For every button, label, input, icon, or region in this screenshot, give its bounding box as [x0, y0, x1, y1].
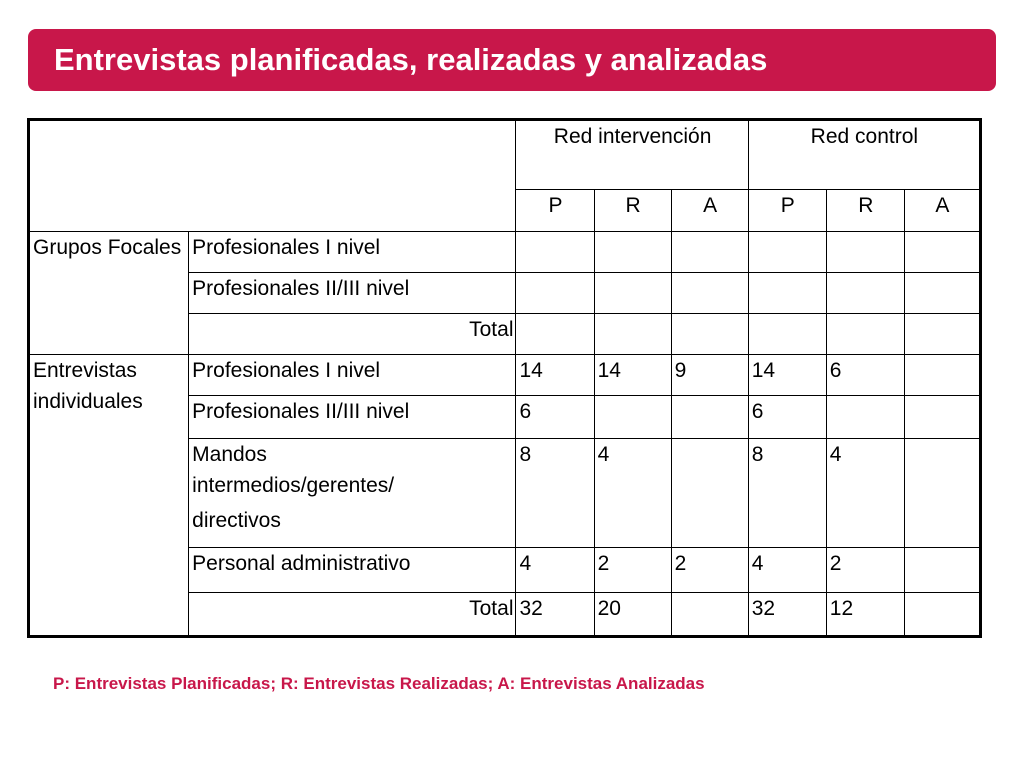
page-title: Entrevistas planificadas, realizadas y analizadas [54, 42, 768, 77]
value-cell [904, 273, 980, 314]
value-cell: 4 [516, 548, 594, 593]
value-cell [671, 593, 748, 637]
value-cell [904, 593, 980, 637]
value-cell [594, 232, 671, 273]
row-label-total: Total [189, 593, 516, 637]
legend-footnote: P: Entrevistas Planificadas; R: Entrevistas Realizadas; A: Entrevistas Analizadas [53, 674, 705, 693]
row-label: Profesionales II/III nivel [189, 396, 516, 439]
value-cell: 32 [748, 593, 826, 637]
interviews-table [27, 118, 982, 638]
value-cell: 8 [748, 439, 826, 548]
value-cell: 14 [594, 355, 671, 396]
header-empty-cell [29, 120, 516, 232]
group-label-grupos-focales: Grupos Focales [29, 232, 189, 355]
value-cell [748, 314, 826, 355]
value-cell: 8 [516, 439, 594, 548]
value-cell [748, 232, 826, 273]
value-cell: 6 [826, 355, 904, 396]
value-cell [671, 232, 748, 273]
header-row-groups [29, 120, 981, 190]
title-bar [28, 29, 996, 91]
value-cell [904, 548, 980, 593]
value-cell [594, 396, 671, 439]
value-cell [516, 273, 594, 314]
value-cell: 12 [826, 593, 904, 637]
value-cell [671, 273, 748, 314]
header-sub-cell: A [904, 190, 980, 232]
value-cell [904, 314, 980, 355]
value-cell [904, 396, 980, 439]
value-cell [748, 273, 826, 314]
value-cell: 20 [594, 593, 671, 637]
row-label-mandos [189, 439, 516, 548]
header-red-control: Red control [748, 120, 980, 190]
value-cell [826, 273, 904, 314]
row-label: Profesionales I nivel [189, 232, 516, 273]
value-cell: 32 [516, 593, 594, 637]
row-label: Profesionales I nivel [189, 355, 516, 396]
value-cell [904, 439, 980, 548]
table-row [29, 355, 981, 396]
row-label: Profesionales II/III nivel [189, 273, 516, 314]
value-cell: 6 [516, 396, 594, 439]
value-cell: 2 [594, 548, 671, 593]
value-cell: 2 [671, 548, 748, 593]
row-label-line: directivos [192, 509, 281, 532]
value-cell: 4 [826, 439, 904, 548]
value-cell: 6 [748, 396, 826, 439]
value-cell [594, 314, 671, 355]
header-red-intervencion: Red intervención [516, 120, 748, 190]
value-cell [516, 232, 594, 273]
value-cell [594, 273, 671, 314]
value-cell [826, 232, 904, 273]
table-row [29, 232, 981, 273]
value-cell: 2 [826, 548, 904, 593]
row-label-line: intermedios/gerentes/ [192, 474, 395, 497]
value-cell [671, 314, 748, 355]
row-label: Personal administrativo [189, 548, 516, 593]
header-sub-cell: R [594, 190, 671, 232]
value-cell [826, 314, 904, 355]
value-cell: 9 [671, 355, 748, 396]
header-sub-cell: P [748, 190, 826, 232]
value-cell: 14 [516, 355, 594, 396]
row-label-total: Total [189, 314, 516, 355]
value-cell [904, 232, 980, 273]
value-cell [671, 396, 748, 439]
value-cell: 14 [748, 355, 826, 396]
row-label-line: Mandos [192, 443, 267, 466]
header-sub-cell: A [671, 190, 748, 232]
value-cell [904, 355, 980, 396]
value-cell [516, 314, 594, 355]
header-sub-cell: R [826, 190, 904, 232]
value-cell: 4 [748, 548, 826, 593]
value-cell [671, 439, 748, 548]
group-label-entrevistas-individuales: Entrevistas individuales [29, 355, 189, 637]
header-sub-cell: P [516, 190, 594, 232]
value-cell [826, 396, 904, 439]
value-cell: 4 [594, 439, 671, 548]
